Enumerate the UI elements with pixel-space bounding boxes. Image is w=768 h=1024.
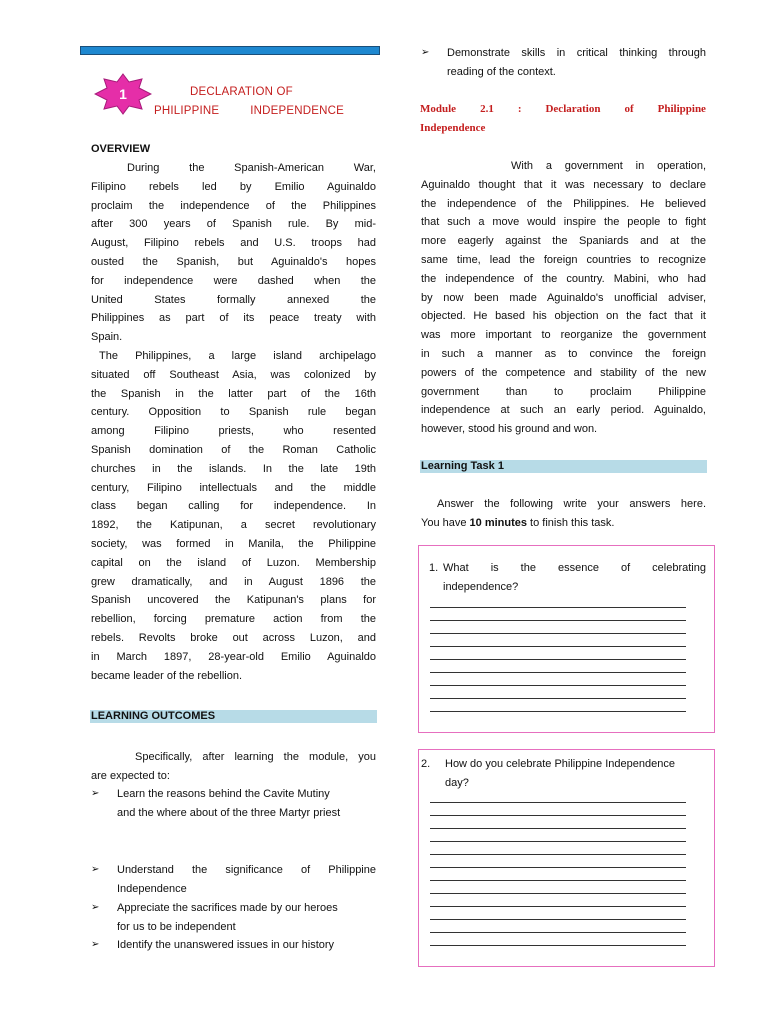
question-text: day?: [445, 776, 469, 789]
answer-line[interactable]: [430, 867, 686, 868]
instr-text: You have: [421, 516, 470, 529]
module-body-line: independence at such an early period. Aguinaldo,: [421, 404, 706, 417]
module-word: of: [624, 103, 634, 115]
outcome-line: and the where about of the three Martyr priest: [117, 806, 341, 819]
module-body-line: was more important to reorganize the government: [421, 329, 706, 342]
overview-line: 1892, the Katipunan, a secret revolutionary: [91, 519, 376, 532]
outcome-line: Learn the reasons behind the Cavite Mutiny: [117, 788, 330, 800]
answer-line[interactable]: [430, 620, 686, 621]
answer-line[interactable]: [430, 711, 686, 712]
overview-line: Philippines as part of its peace treaty with: [91, 312, 376, 325]
answer-line[interactable]: [430, 945, 686, 946]
overview-line: Spanish uncovered the Katipunan's plans for: [91, 594, 376, 607]
outcome-line: Identify the unanswered issues in our history: [117, 939, 335, 951]
module-body-line: in such a manner as to convince the foreign: [421, 347, 706, 360]
answer-line[interactable]: [430, 815, 686, 816]
title-word-independence: INDEPENDENCE: [250, 105, 344, 117]
module-body-line: government than to proclaim Philippine: [421, 385, 706, 398]
top-color-bar: [80, 46, 380, 55]
question-number: 1.: [429, 562, 439, 574]
question-1: [429, 559, 706, 597]
module-body-line: by now been made Aguinaldo's unofficial adviser,: [421, 291, 706, 304]
overview-heading: OVERVIEW: [91, 143, 151, 155]
answer-line[interactable]: [430, 685, 686, 686]
title-line-2: [154, 105, 344, 117]
module-title: [420, 100, 706, 138]
question-text: How do you celebrate Philippine Independence: [445, 758, 675, 770]
overview-line: Spanish domination of the Roman Catholic: [91, 443, 376, 456]
module-label: Module: [420, 103, 457, 115]
bullet-arrow-icon: ➢: [421, 47, 430, 58]
outcomes-intro-line-2: are expected to:: [91, 769, 170, 782]
outcome-item: [91, 899, 376, 937]
instr-time-limit: 10 minutes: [469, 516, 527, 529]
answer-line[interactable]: [430, 828, 686, 829]
task-instructions-line-1: Answer the following write your answers here.: [437, 498, 706, 510]
overview-line: class began calling for independence. In: [91, 500, 376, 513]
module-body-line: more eagerly against the Spaniards and at the: [421, 235, 706, 248]
answer-line[interactable]: [430, 919, 686, 920]
overview-line: society, was formed in Manila, the Philippine: [91, 537, 376, 550]
overview-line: in March 1897, 28-year-old Emilio Aguinaldo: [91, 650, 376, 663]
overview-line: after 300 years of Spanish rule. By mid-: [91, 218, 376, 231]
overview-line: ousted the Spanish, but Aguinaldo's hopes: [91, 255, 376, 268]
module-body-line: that such a move would inspire the people to fight: [421, 216, 706, 229]
overview-line: churches in the islands. In the late 19th: [91, 462, 376, 475]
question-text: independence?: [443, 580, 519, 593]
answer-line[interactable]: [430, 802, 686, 803]
outcome-line: Demonstrate skills in critical thinking through: [447, 47, 706, 59]
task-instructions: [421, 495, 706, 533]
overview-line: among Filipino priests, who resented: [91, 425, 376, 438]
outcome-line: reading of the context.: [447, 65, 556, 78]
title-line-1: DECLARATION OF: [190, 86, 293, 98]
overview-line: The Philippines, a large island archipelago: [99, 349, 376, 362]
answer-line[interactable]: [430, 698, 686, 699]
outcomes-intro-line-1: Specifically, after learning the module, you: [135, 751, 376, 763]
module-body-line: same time, lead the foreign countries to recognize: [421, 253, 706, 266]
module-body-line: however, stood his ground and won.: [421, 423, 598, 436]
overview-line: became leader of the rebellion.: [91, 669, 243, 682]
overview-line: capital on the island of Luzon. Membership: [91, 556, 376, 569]
outcomes-intro: [91, 748, 376, 786]
overview-line: rebels. Revolts broke out across Luzon, and: [91, 631, 376, 644]
learning-outcomes-heading: LEARNING OUTCOMES: [90, 710, 377, 723]
title-word-philippine: PHILIPPINE: [154, 105, 220, 117]
overview-line: proclaim the independence of the Philippines: [91, 199, 376, 212]
overview-line: United States formally annexed the: [91, 293, 376, 306]
module-body: [421, 157, 706, 439]
number-badge: [94, 73, 152, 115]
overview-line: situated off Southeast Asia, was colonized by: [91, 368, 376, 381]
module-body-line: the independence of the country. Mabini, who had: [421, 272, 706, 285]
overview-line: August, Filipino rebels and U.S. troops had: [91, 237, 376, 250]
outcome-line: Appreciate the sacrifices made by our heroes: [117, 902, 338, 914]
module-body-line: objected. He based his objection on the fact that it: [421, 310, 706, 323]
outcome-item: [91, 861, 376, 899]
overview-line: century, Filipino intellectuals and the middle: [91, 481, 376, 494]
module-body-line: the independence of the Philippines. He believed: [421, 197, 706, 210]
module-word: Philippine: [657, 103, 706, 115]
outcome-line: for us to be independent: [117, 920, 236, 933]
instr-text: to finish this task.: [527, 516, 615, 529]
outcome-item: [91, 785, 376, 823]
bullet-arrow-icon: ➢: [91, 864, 100, 875]
answer-line[interactable]: [430, 672, 686, 673]
question-text: What is the essence of celebrating: [443, 562, 706, 574]
bullet-arrow-icon: ➢: [91, 788, 100, 799]
module-colon: :: [517, 103, 522, 115]
module-number: 2.1: [480, 103, 494, 115]
module-word: Independence: [420, 122, 486, 134]
overview-line: the Spanish in the latter part of the 16th: [91, 387, 376, 400]
overview-line: century. Opposition to Spanish rule began: [91, 406, 376, 419]
overview-line: During the Spanish-American War,: [127, 162, 376, 174]
answer-line[interactable]: [430, 932, 686, 933]
badge-number: 1: [119, 86, 127, 102]
overview-line: Spain.: [91, 331, 123, 344]
module-word: Declaration: [545, 103, 601, 115]
outcome-line: Independence: [117, 882, 187, 895]
overview-line: for independence were dashed when the: [91, 274, 376, 287]
learning-task-heading: Learning Task 1: [420, 460, 707, 473]
answer-line[interactable]: [430, 880, 686, 881]
answer-line[interactable]: [430, 893, 686, 894]
question-number: 2.: [421, 758, 431, 770]
overview-line: rebellion, forcing premature action from the: [91, 613, 376, 626]
bullet-arrow-icon: ➢: [91, 902, 100, 913]
overview-line: grew dramatically, and in August 1896 the: [91, 575, 376, 588]
module-body-line: With a government in operation,: [511, 160, 706, 172]
answer-line[interactable]: [430, 607, 686, 608]
bullet-arrow-icon: ➢: [91, 939, 100, 950]
task-instructions-line-2: [421, 514, 706, 533]
answer-line[interactable]: [430, 646, 686, 647]
outcome-line: Understand the significance of Philippine: [117, 864, 376, 876]
answer-line[interactable]: [430, 854, 686, 855]
module-body-line: Aguinaldo thought that it was necessary to declare: [421, 178, 706, 191]
answer-line[interactable]: [430, 841, 686, 842]
answer-line[interactable]: [430, 906, 686, 907]
answer-line[interactable]: [430, 659, 686, 660]
outcome-item: [91, 936, 376, 955]
overview-body: [91, 159, 376, 685]
module-body-line: powers of the competence and stability of the new: [421, 366, 706, 379]
outcome-item: [421, 44, 706, 82]
question-2: [421, 755, 706, 793]
answer-line[interactable]: [430, 633, 686, 634]
overview-line: Filipino rebels led by Emilio Aguinaldo: [91, 180, 376, 193]
